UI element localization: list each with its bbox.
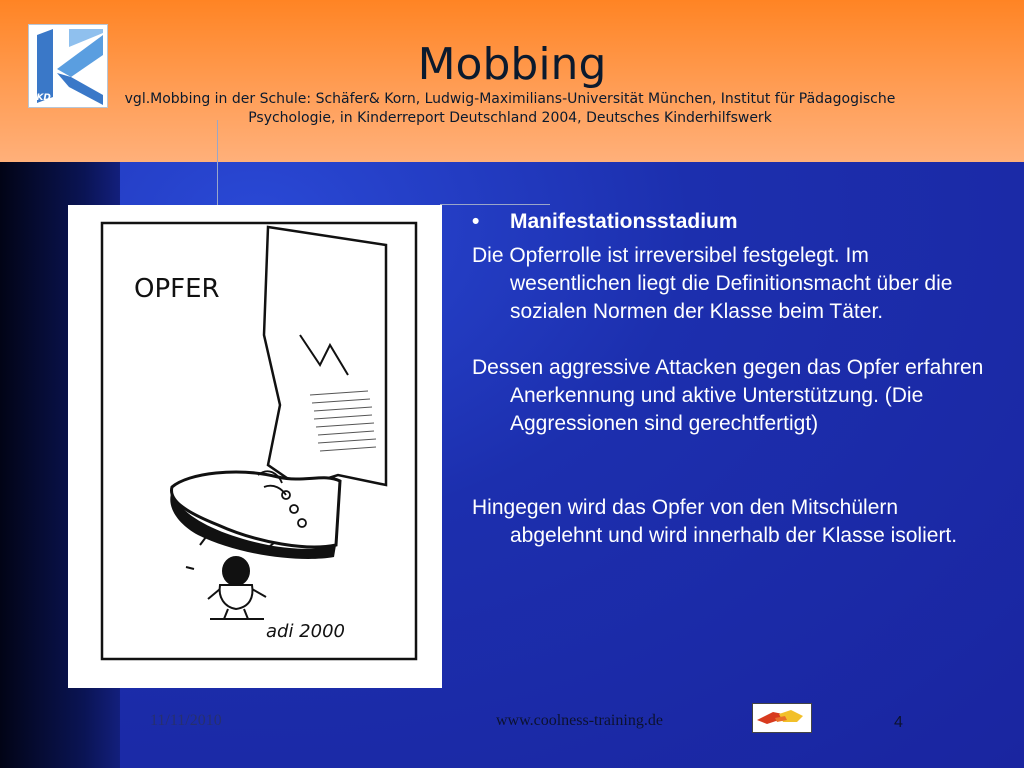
connector-line-horizontal xyxy=(440,204,550,205)
paragraph-3: Hingegen wird das Opfer von den Mitschülern abgelehnt und wird innerhalb der Klasse isoliert. xyxy=(472,496,958,547)
bullet-icon: • xyxy=(472,210,480,233)
paragraph-1: Die Opferrolle ist irreversibel festgelegt. Im wesentlichen liegt die Definitionsmacht über die sozialen Normen der Klasse beim Täter. xyxy=(472,244,953,323)
page-number: 4 xyxy=(894,714,903,731)
heading-text: Manifestationsstadium xyxy=(510,210,738,233)
cartoon-signature: adi 2000 xyxy=(266,621,345,642)
page-title: Mobbing xyxy=(417,39,607,90)
logo-text: IKD xyxy=(33,93,51,103)
header-bar xyxy=(0,0,1024,162)
connector-line-vertical xyxy=(217,120,218,205)
handshake-logo-icon xyxy=(752,703,812,733)
bullet-heading xyxy=(472,208,992,236)
page-subtitle: vgl.Mobbing in der Schule: Schäfer& Korn, Ludwig-Maximilians-Universität München, Institut für Pädagogische Psychologie, in Kinderreport Deutschland 2004, Deutsches Kinderhilfswerk xyxy=(124,91,896,126)
paragraph-2: Dessen aggressive Attacken gegen das Opfer erfahren Anerkennung und aktive Unterstützung. (Die Aggressionen sind gerechtfertigt) xyxy=(472,356,984,435)
cartoon-label: OPFER xyxy=(134,274,220,304)
footer-url: www.coolness-training.de xyxy=(496,712,663,729)
footer-date: 11/11/2010 xyxy=(150,712,222,729)
cartoon-illustration xyxy=(68,205,442,688)
slide-content xyxy=(472,208,992,550)
